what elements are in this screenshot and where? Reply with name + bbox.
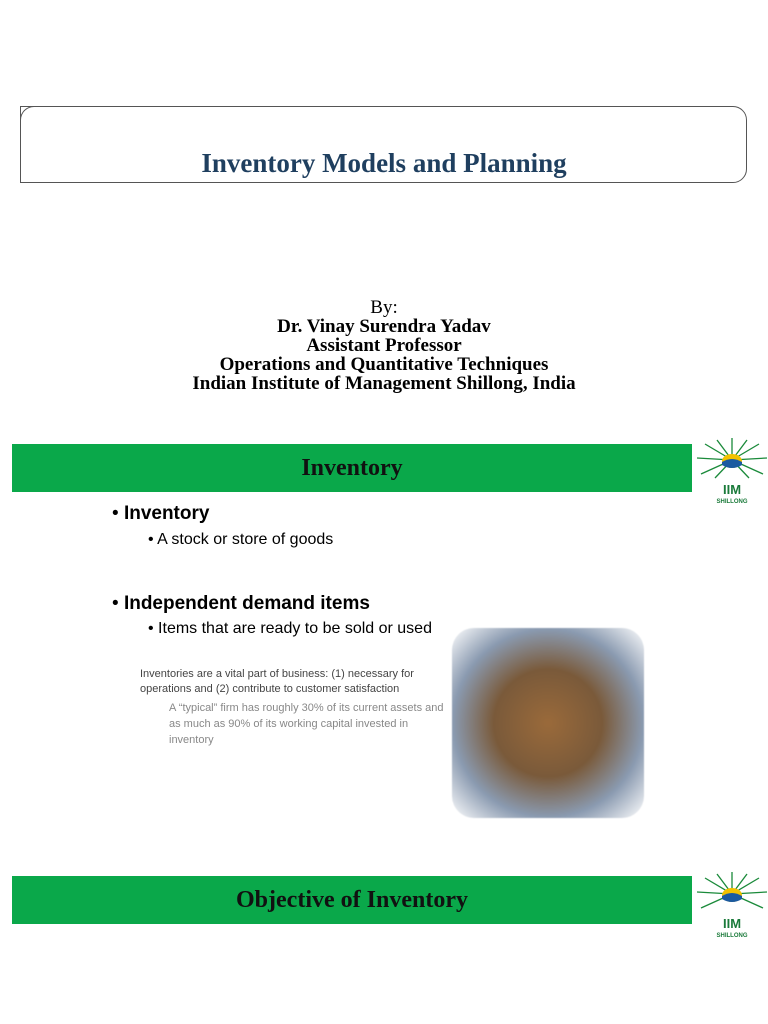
author-position: Assistant Professor xyxy=(306,335,462,356)
sub-bullet: • A stock or store of goods xyxy=(148,531,334,548)
svg-text:SHILLONG: SHILLONG xyxy=(716,933,748,939)
warehouse-photo xyxy=(452,628,644,818)
author-institute: Indian Institute of Management Shillong, India xyxy=(192,373,576,394)
sub-bullet: • Items that are ready to be sold or used xyxy=(148,620,432,637)
subnote-text: A “typical” firm has roughly 30% of its current assets and as much as 90% of its working capital invested in inventory xyxy=(169,702,444,746)
slide-heading: Inventory xyxy=(301,455,403,481)
author-block xyxy=(0,298,768,393)
bullet-inventory: • Inventory xyxy=(112,503,210,524)
heading-bar xyxy=(12,876,692,924)
iim-shillong-logo-icon xyxy=(695,434,768,508)
iim-shillong-logo-icon xyxy=(695,868,768,942)
heading-bar xyxy=(12,444,692,492)
svg-text:SHILLONG: SHILLONG xyxy=(716,499,748,505)
note-text: Inventories are a vital part of business: (1) necessary for operations and (2) contribute to customer satisfaction xyxy=(140,668,414,695)
author-department: Operations and Quantitative Techniques xyxy=(219,354,549,375)
author-name: Dr. Vinay Surendra Yadav xyxy=(277,316,491,337)
svg-text:IIM: IIM xyxy=(722,482,742,497)
slide-heading: Objective of Inventory xyxy=(236,887,468,913)
bullet-independent-demand: • Independent demand items xyxy=(112,593,370,614)
by-label: By: xyxy=(370,297,398,318)
svg-text:IIM: IIM xyxy=(722,916,742,931)
slide-title: Inventory Models and Planning xyxy=(201,148,567,178)
